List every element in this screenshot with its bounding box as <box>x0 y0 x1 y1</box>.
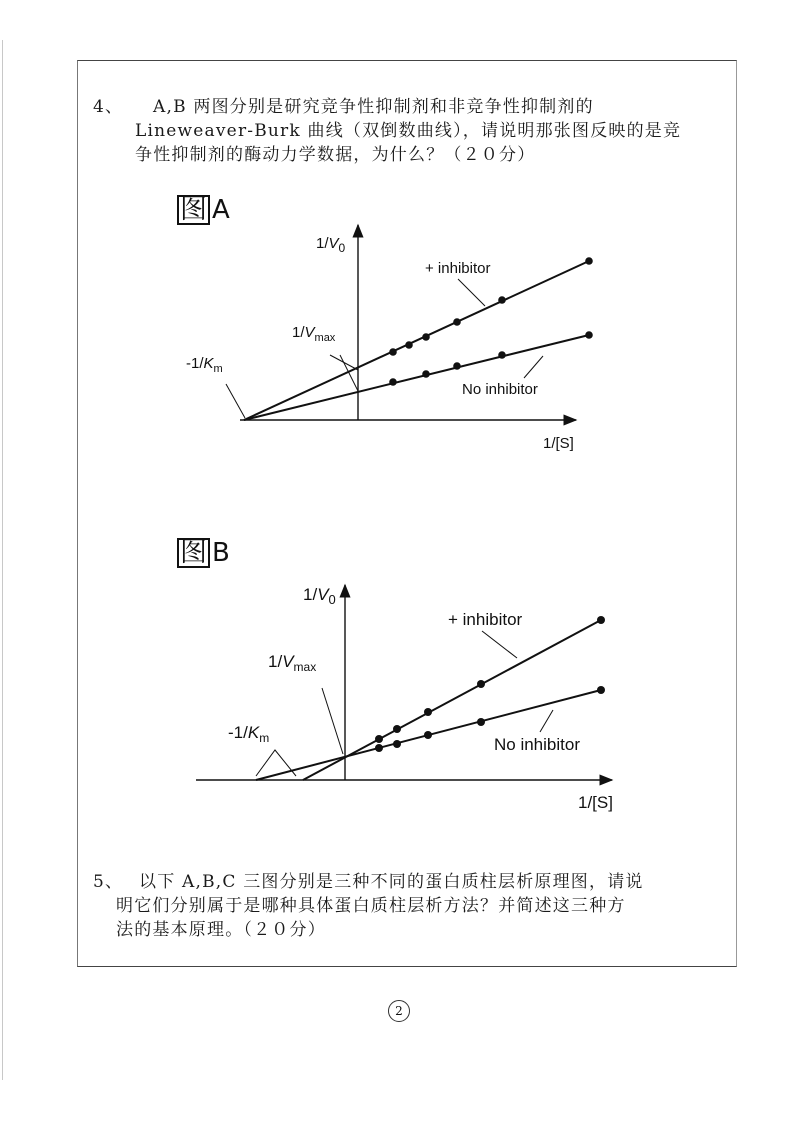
figure-b-y-label: $1/V_0$ <box>303 585 336 607</box>
figure-b-letter: B <box>212 538 230 568</box>
figure-b-inhibitor-point <box>477 680 485 688</box>
question-5-line-2: 明它们分别属于是哪种具体蛋白质柱层析方法？并简述这三种方 <box>116 896 626 916</box>
figure-b-no-inhibitor-point <box>597 686 605 694</box>
figure-b-km-label: $-1/K_m$ <box>228 723 270 745</box>
question-5 <box>93 870 729 942</box>
figure-b-no-inhibitor-point <box>393 740 401 748</box>
figure-a-no-inhibitor-label: No inhibitor <box>462 381 538 398</box>
question-5-text-1: 以下 A,B,C 三图分别是三种不同的蛋白质柱层析原理图，请说 <box>139 872 644 892</box>
figure-b-no-inhibitor-pointer <box>540 710 553 732</box>
question-4-line-3: 争性抑制剂的酶动力学数据，为什么？（２０分） <box>135 145 536 165</box>
figure-b-vmax-label: $1/V_{max}$ <box>268 652 317 674</box>
figure-b-no-inhibitor-point <box>424 731 432 739</box>
figure-b-no-inhibitor-point <box>375 744 383 752</box>
figure-a-km-label: $-1/K_m$ <box>186 355 223 375</box>
question-5-line-1 <box>93 870 729 894</box>
figure-b-inhibitor-pointer <box>482 631 517 658</box>
figure-b-inhibitor-point <box>375 735 383 743</box>
figure-b-inhibitor-label: + inhibitor <box>448 610 523 629</box>
figure-b-no-inhibitor-point <box>477 718 485 726</box>
figure-a-inhibitor-label: + inhibitor <box>425 260 491 277</box>
figure-a-glyph: 图 <box>177 195 210 225</box>
page-number: 2 <box>388 1000 410 1022</box>
figure-b-no-inhibitor-label: No inhibitor <box>494 735 580 754</box>
question-4-number: 4、 <box>93 97 124 117</box>
figure-b-x-label: 1/[S] <box>578 793 613 812</box>
figure-a-y-label: $1/V_0$ <box>316 235 346 255</box>
figure-a-letter: A <box>212 195 230 225</box>
question-4-text-1: A,B 两图分别是研究竞争性抑制剂和非竞争性抑制剂的 <box>153 97 594 117</box>
figure-a-x-label: 1/[S] <box>543 435 574 452</box>
figure-b-vmax-pointer <box>322 688 343 754</box>
figure-b-inhibitor-point <box>597 616 605 624</box>
figure-b-inhibitor-point <box>424 708 432 716</box>
question-5-line-3: 法的基本原理。（２０分） <box>116 920 326 940</box>
figure-b-glyph: 图 <box>177 538 210 568</box>
question-4-line-2: Lineweaver-Burk 曲线（双倒数曲线），请说明那张图反映的是竞 <box>135 121 682 141</box>
figure-a-vmax-label: $1/V_{max}$ <box>292 324 336 344</box>
question-5-number: 5、 <box>93 872 124 892</box>
figure-b-inhibitor-point <box>393 725 401 733</box>
